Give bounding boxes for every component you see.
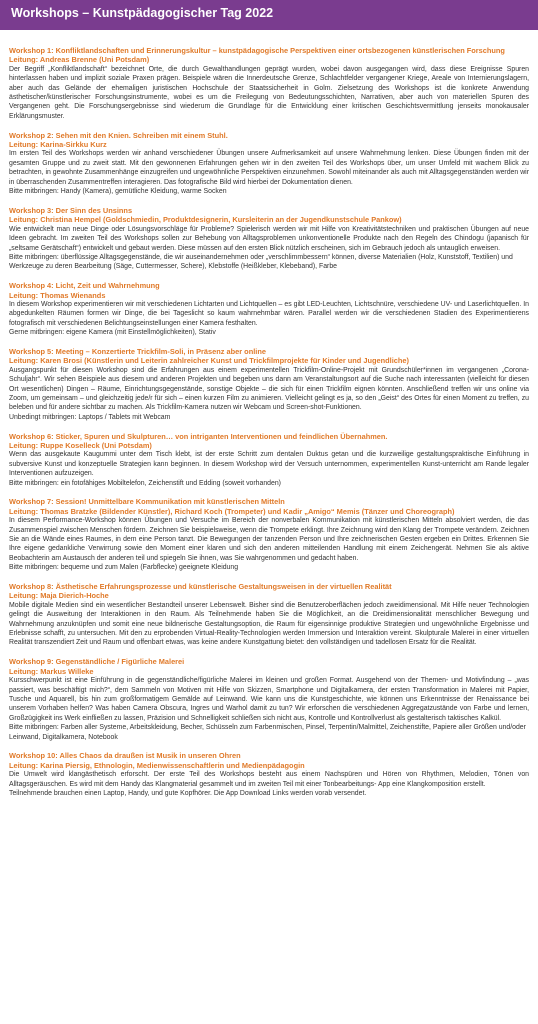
workshop-bring-list: Gerne mitbringen: eigene Kamera (mit Einstellmöglichkeiten), Stativ	[9, 329, 216, 337]
workshop-9	[9, 657, 529, 742]
workshop-3	[9, 206, 529, 272]
workshop-bring-list: Bitte mitbringen: Handy (Kamera), gemütliche Kleidung, warme Socken	[9, 188, 227, 196]
workshop-4	[9, 281, 529, 337]
workshop-lead: Leitung: Karen Brosi (Künstlerin und Leiterin zahlreicher Kunst und Trickfilmprojekte für Kinder und Jugendliche)	[9, 356, 409, 366]
workshop-title: Workshop 10: Alles Chaos da draußen ist Musik in unseren Ohren	[9, 751, 241, 761]
page-title: Workshops – Kunstpädagogischer Tag 2022	[11, 6, 274, 20]
workshop-title: Workshop 6: Sticker, Spuren und Skulpturen… von intriganten Interventionen und feindlichen Übernahmen.	[9, 431, 388, 441]
workshop-lead: Leitung: Karina Piersig, Ethnologin, Medienwissenschaftlerin und Medienpädagogin	[9, 760, 305, 770]
workshop-8	[9, 582, 529, 648]
workshop-description: Wie entwickelt man neue Dinge oder Lösungsvorschläge für Probleme? Spielerisch werden wir mit Hilfe von Kreativitätstechniken und praktischen Übungen auf neue Ideen gebracht. Im zweiten Teil des Workshops sollen zur Behebung von Alltagsproblemen unkonventionelle Produkte nach den Regeln des Chindogu (japanisch für „seltsame Gerätschaft“) entwickelt und gebaut werden. Diese müssen auf den ersten Blick nützlich erscheinen, sich im Gebrauch jedoch als untauglich erweisen.	[9, 225, 529, 252]
workshop-description: Kursschwerpunkt ist eine Einführung in die gegenständliche/figürliche Malerei im kleinen und großen Format. Ausgehend von der Themen- und Motivfindung – „was passiert, was beschäftigt mich?“, dem Sammeln von Motiven mit Hilfe von Skizzen, Smartphone und Digitalkamera, der ersten Transformation in Malerei mit Papier, Tusche und Aquarell, bis hin zum großformatigem Gemälde auf Leinwand. Wie kann uns die Kunstgeschichte, wie können uns Erkenntnisse der Renaissance bei unserem Vorhaben helfen? Was haben Camera Obscura, Ingres und Warhol damit zu tun? Wir erforschen die verschiedenen Aggregatzustände von Farbe und lernen, Großzügigkeit ins Werk einfließen zu lassen, Präzision und Schnelligkeit schließen sich nicht aus, Kontrolle und Kontrollverlust als gestalterisch taktisches Kalkül.	[9, 677, 529, 722]
workshop-lead: Leitung: Christina Hempel (Goldschmiedin, Produktdesignerin, Kursleiterin an der Jugendkunstschule Pankow)	[9, 215, 402, 225]
workshop-title: Workshop 8: Ästhetische Erfahrungsprozesse und künstlerische Gestaltungsweisen in der virtuellen Realität	[9, 582, 392, 592]
workshop-title: Workshop 5: Meeting – Konzertierte Trickfilm-Soli, in Präsenz aber online	[9, 346, 266, 356]
workshop-description: Im ersten Teil des Workshops werden wir anhand verschiedener Übungen unsere Aufmerksamkeit auf unsere Wahrnehmung lenken. Diese Übungen finden mit der gesamten Gruppe und zu zweit statt. Mit den gewonnenen Erfahrungen gehen wir in den zweiten Teil des Workshops über, um unser Umfeld mit wachem Blick zu betrachten, in gewohnte Zusammenhänge einzugreifen und ungewöhnliche Perspektiven einzunehmen. Sowohl miteinander als auch mit Alltagsgegenständen werden wir in überraschenden Zusammentreffen interagieren. Das fotografische Bild wird hierbei der Dokumentation dienen.	[9, 150, 529, 186]
workshop-title: Workshop 3: Der Sinn des Unsinns	[9, 205, 133, 215]
workshop-lead: Leitung: Andreas Brenne (Uni Potsdam)	[9, 55, 150, 65]
workshop-6	[9, 432, 529, 488]
workshop-10	[9, 751, 529, 798]
workshop-lead: Leitung: Thomas Bratzke (Bildender Künstler), Richard Koch (Trompeter) und Kadir „Amigo“ Memis (Tänzer und Choreograph)	[9, 506, 455, 516]
workshop-list	[9, 46, 529, 1018]
workshop-description: Mobile digitale Medien sind ein wesentlicher Bestandteil unserer Lebenswelt. Bisher sind die Benutzeroberflächen jedoch zweidimensional. Mit Hilfe neuer Technologien gelingt die Ausweitung der Interaktionen in den Raum. Als Teilnehmende haben Sie die Möglichkeit, an die Dreidimensionalität menschlicher Bewegung und Wahrnehmung anzuknüpfen und somit eine neue bildnerische Gestaltungsoption, die Raum für eigensinnige produktive Strategien und ungewöhnliche Ergebnisse und Erlebnisse schafft, zu untersuchen. Mit den zu erprobenden Virtual-Reality-Technologien werden Immersion und Interaktion vereint. Skulpturale Malerei in einer virtuellen Realität transzendiert Zeit und Raum und offenbart etwas, was keine andere Kunstgattung bietet: den vollständigen und tadellosen Ersatz für die Realität.	[9, 601, 529, 647]
workshop-bring-list: Bitte mitbringen: ein fotofähiges Mobiltelefon, Zeichenstift und Edding (soweit vorhanden)	[9, 479, 281, 487]
workshop-description: In diesem Performance-Workshop können Übungen und Versuche im Bereich der nonverbalen Kommunikation mit künstlerischen Mitteln absolviert werden, die das Zusammenspiel zwischen Menschen fördern. Zeichnen Sie beispielsweise, wenn die Trompete erklingt. Ihre Zeichnung wird den Klang der Trompete verändern. Zeichnen Sie an die Wände eines Raumes, in dem eine Person tanzt. Die Bewegungen der tanzenden Person und Ihre zeichnerischen Gesten ergeben ein Drittes. Erkennen Sie Ihre eigene gedankliche Verwirrung sowie den Moment einer klaren und sich den anderen mitteilenden Handlung mit einem Zeichengerät. Nehmen Sie als aktive Beobachterin am Austausch der anderen teil und spiegeln Sie ihnen, was Sie wahrgenommen und gedacht haben.	[9, 517, 529, 562]
workshop-bring-list: Bitte mitbringen: Farben aller Systeme, Arbeitskleidung, Becher, Schüsseln zum Farbenmischen, Pinsel, Terpentin/Malmittel, Zeichenstifte, Papiere aller Größen und/oder Leinwand, Digitalkamera, Notebook	[9, 724, 526, 741]
workshop-description: Der Begriff „Konfliktlandschaft“ bezeichnet Orte, die durch Gewalthandlungen geprägt wurden, wobei davon ausgegangen wird, dass diese Ereignisse Spuren hinterlassen haben und implizit soziale Praxen prägen. Beispiele wären die Innerdeutsche Grenze, Schlachtfelder vergangener Kriege, Areale von Internierungslagern, aber auch das Gelände der ehemaligen juristischen Hochschule der Staatssicherheit in Golm. Zielsetzung des Workshops ist die konkrete Anwendung ästhetischer/künstlerischer Forschungsinstrumente, wobei es um die Freilegung von Bedeutungsschichten, Narrativen, aber auch von materiellen Spuren des Vergangenen geht. Die Forschungsergebnisse sind wiederum die Grundlage für die Entwicklung einer kritischen Geschichtsvermittlung jenseits monokausaler Erklärungsmuster.	[9, 65, 529, 120]
workshop-2	[9, 131, 529, 197]
workshop-title: Workshop 7: Session! Unmittelbare Kommunikation mit künstlerischen Mitteln	[9, 497, 285, 507]
workshop-5	[9, 347, 529, 422]
workshop-title: Workshop 9: Gegenständliche / Figürliche Malerei	[9, 657, 185, 667]
workshop-description: Ausgangspunkt für diesen Workshop sind die Erfahrungen aus einem experimentellen Trickfilm-Online-Projekt mit Grundschüler*innen im vergangenen „Corona-Schuljahr“. Wir sehen Beispiele aus diesem und anderen Projekten und begeben uns dann am Veranstaltungsort auf die Suche nach interessanten (vielleicht für diesen Ort wesentlichen) Dingen – Räume, Einrichtungsgegenstände, sonstige Objekte – die sich für einen Trickfilm eignen könnten. Anschließend treffen wir uns online via Zoom, um gemeinsam – und gleichzeitig jede/r für sich – einen kurzen Film zu animieren. Vielleicht gelingt es ja, so den „Geist“ des Ortes für einen Moment zu treffen, zu beleben und für andere sichtbar zu machen. Als Trickfilm-Kamera nutzen wir Webcam und Screen-shot-Funktionen.	[9, 366, 529, 412]
workshop-title: Workshop 2: Sehen mit den Knien. Schreiben mit einem Stuhl.	[9, 130, 228, 140]
workshop-bring-list: Bitte mitbringen: bequeme und zum Malen (Farbflecke) geeignete Kleidung	[9, 564, 239, 572]
workshop-lead: Leitung: Maja Dierich-Hoche	[9, 591, 109, 601]
workshop-description: Wenn das ausgekaute Kaugummi unter dem Tisch klebt, ist der erste Schritt zum dentalen Duktus getan und die kurzweilige gestaltungspraktische Einführung in subversive Kunst und konzeptuelle Strategien kann beginnen. In diesem Workshop wird der Versuch unternommen, experimentellen Kunst-unterricht am Rande legaler Interventionen aufzuzeigen.	[9, 451, 529, 478]
workshop-lead: Leitung: Thomas Wienands	[9, 290, 106, 300]
page-header	[0, 0, 538, 30]
workshop-bring-list: Teilnehmende brauchen einen Laptop, Handy, und gute Kopfhörer. Die App Download Links werden vorab versendet.	[9, 789, 367, 797]
workshop-bring-list: Bitte mitbringen: überflüssige Alltagsgegenstände, die wir auseinandernehmen oder „verschlimmbessern“ können, diverse Materialien (Holz, Kunststoff, Textilien) und Werkzeuge zu deren Bearbeitung (Säge, Cuttermesser, Schere), Klebstoffe (Heißkleber, Klebeband), Farbe	[9, 253, 513, 271]
workshop-lead: Leitung: Markus Willeke	[9, 666, 94, 676]
workshop-description: In diesem Workshop experimentieren wir mit verschiedenen Lichtarten und Lichtquellen – es gibt LED-Leuchten, Lichtschnüre, verschiedene UV- und Laserlichtquellen. In abgedunkelten Räumen formen wir Dinge, die bei Tageslicht so kaum wahrnehmbar wären. Parallel werden wir die verschiedenen Stadien des Experimentierens fotografisch mit verschiedenen Belichtungseinstellungen einer Kamera festhalten.	[9, 300, 529, 327]
workshop-title: Workshop 1: Konfliktlandschaften und Erinnerungskultur – kunstpädagogische Perspektiven einer ortsbezogenen künstlerischen Forschung	[9, 46, 505, 55]
workshop-title: Workshop 4: Licht, Zeit und Wahrnehmung	[9, 281, 160, 291]
workshop-1	[9, 46, 529, 121]
workshop-bring-list: Unbedingt mitbringen: Laptops / Tablets mit Webcam	[9, 413, 171, 421]
workshop-description: Die Umwelt wird klangästhetisch erforscht. Der erste Teil des Workshops besteht aus einem Nachspüren und Hören von Rhythmen, Melodien, Tönen von Alltagsgeräuschen. Es wird mit dem Handy das Klangmaterial gesammelt und im zweiten Teil mit einer Tonbearbeitungs- App eine Klangkomposition erstellt.	[9, 771, 529, 788]
workshop-lead: Leitung: Ruppe Koselleck (Uni Potsdam)	[9, 440, 152, 450]
workshop-7	[9, 497, 529, 572]
workshop-lead: Leitung: Karina-Sirkku Kurz	[9, 140, 107, 150]
